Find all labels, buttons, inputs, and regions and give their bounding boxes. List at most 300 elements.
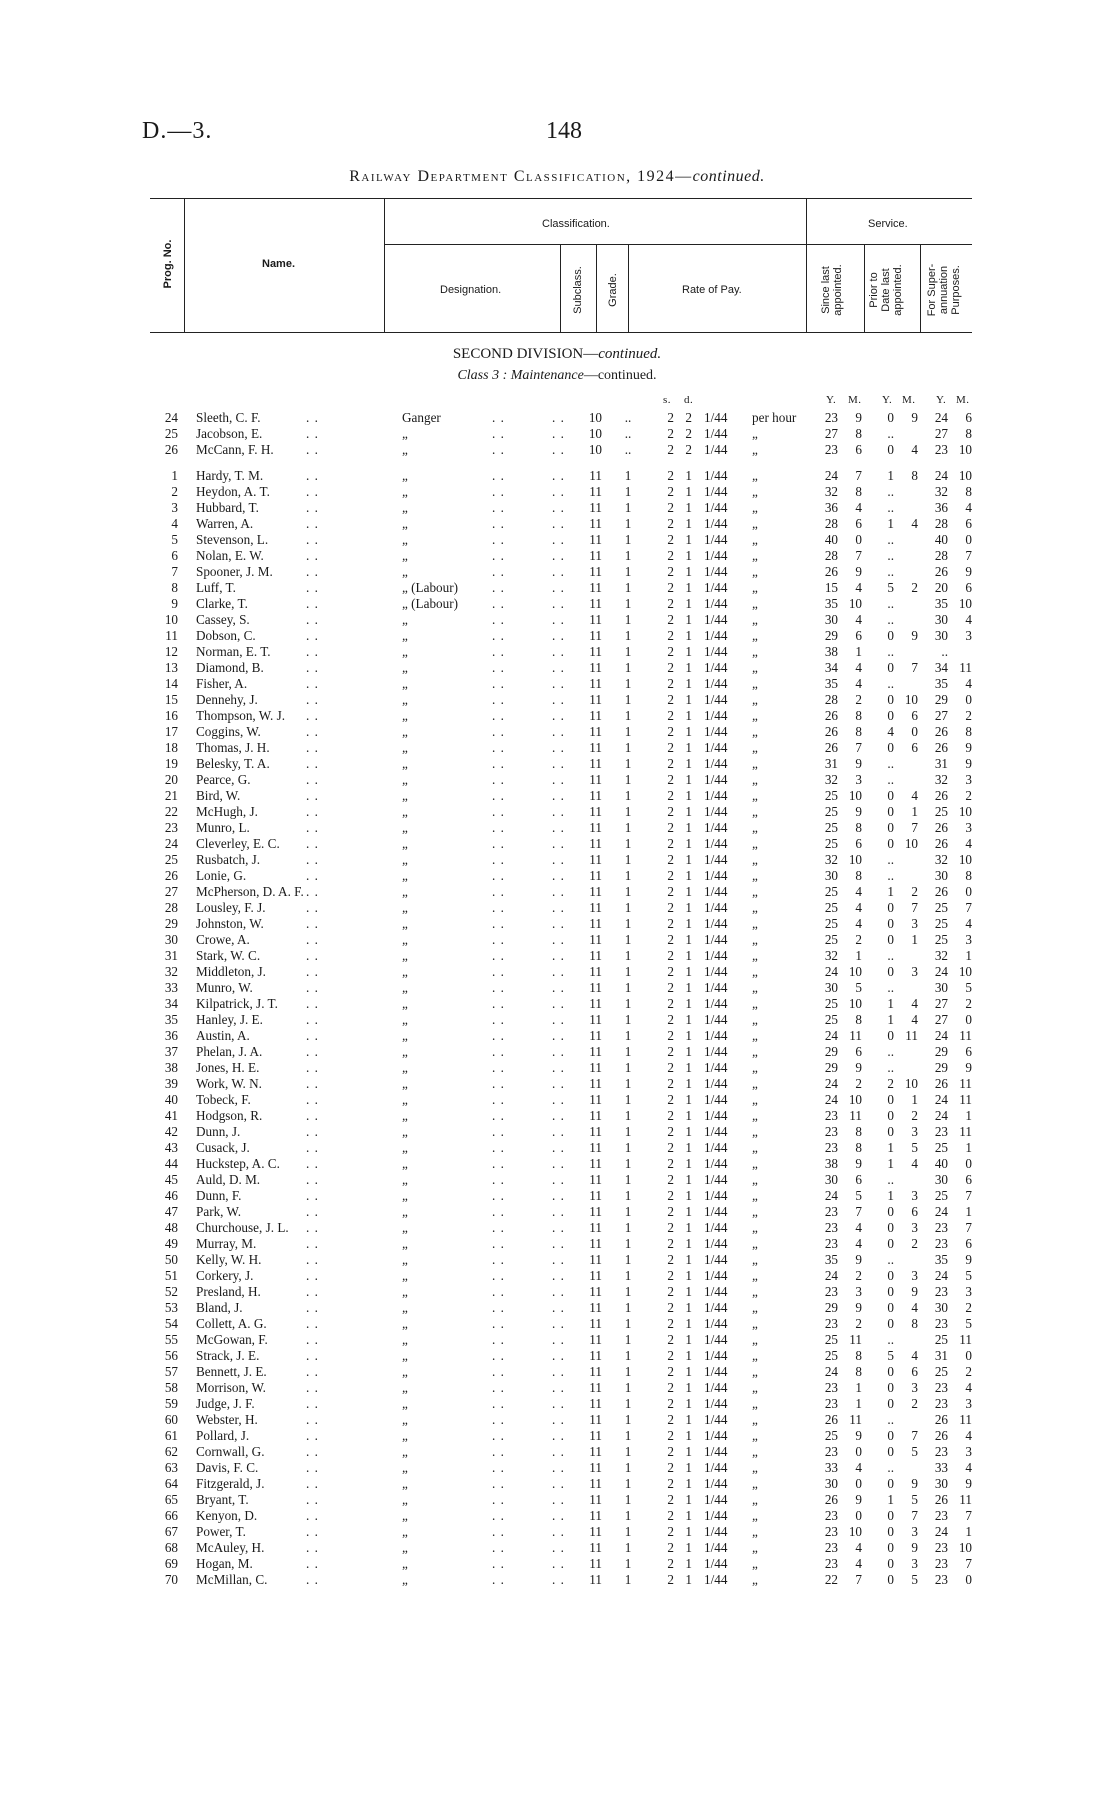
prior-months-cell: 4 [911,1156,918,1171]
name-cell: Austin, A. [196,1028,250,1043]
since-years-cell: 25 [824,804,838,819]
since-months-cell: 2 [855,1268,862,1283]
prog-no-cell: 55 [164,1332,178,1347]
designation-cell: „ [402,1316,408,1331]
prog-no-cell: 58 [164,1380,178,1395]
prior-months-cell: 6 [911,708,918,723]
rate-d-cell: 1 [685,964,692,979]
leader-dots: . . [306,1428,319,1443]
subclass-cell: 11 [589,1124,602,1139]
super-months-cell: 11 [959,660,972,675]
designation-cell: „ [402,1156,408,1171]
subclass-cell: 11 [589,1044,602,1059]
prog-no-cell: 40 [164,1092,178,1107]
since-months-cell: 10 [848,852,862,867]
super-months-cell: 11 [959,1332,972,1347]
rate-s-cell: 2 [667,1444,674,1459]
leader-dots: . . [492,836,505,851]
unit-d: d. [684,394,694,406]
leader-dots: . . [552,1108,565,1123]
name-cell: Hodgson, R. [196,1108,263,1123]
prior-months-cell: 6 [911,1364,918,1379]
leader-dots: . . [552,1348,565,1363]
rate-frac-cell: 1/44 [704,932,728,947]
since-months-cell: 10 [848,996,862,1011]
prog-no-cell: 39 [164,1076,178,1091]
rate-per-cell: „ [752,1300,758,1315]
leader-dots: . . [552,1252,565,1267]
rate-s-cell: 2 [667,1476,674,1491]
name-cell: Middleton, J. [196,964,266,979]
leader-dots: . . [492,1204,505,1219]
super-months-cell: 4 [965,1428,972,1443]
rate-frac-cell: 1/44 [704,1380,728,1395]
prior-months-cell: 3 [911,1524,918,1539]
rate-s-cell: 2 [667,1236,674,1251]
name-cell: Stark, W. C. [196,948,261,963]
designation-cell: „ [402,996,408,1011]
subclass-cell: 11 [589,628,602,643]
subclass-cell: 11 [589,820,602,835]
subclass-cell: 11 [589,1364,602,1379]
subclass-cell: 11 [589,1268,602,1283]
grade-cell: 1 [624,612,632,627]
subclass-cell: 11 [589,1204,602,1219]
grade-cell: 1 [624,500,632,515]
since-years-cell: 25 [824,1348,838,1363]
leader-dots: . . [492,1572,505,1587]
prog-no-cell: 50 [164,1252,178,1267]
rate-d-cell: 1 [685,1572,692,1587]
table-row [0,1476,1114,1492]
designation-cell: „ [402,1540,408,1555]
table-row [0,868,1114,884]
leader-dots: . . [306,1220,319,1235]
since-months-cell: 9 [855,1252,862,1267]
designation-cell: „ [402,1092,408,1107]
prog-no-cell: 48 [164,1220,178,1235]
super-months-cell: 11 [959,1092,972,1107]
since-years-cell: 30 [824,612,838,627]
rate-frac-cell: 1/44 [704,1556,728,1571]
leader-dots: . . [552,468,565,483]
table-row [0,1092,1114,1108]
super-months-cell: 7 [965,1556,972,1571]
leader-dots: . . [306,580,319,595]
table-row [0,852,1114,868]
leader-dots: . . [306,1268,319,1283]
grade-cell: 1 [624,1316,632,1331]
leader-dots: . . [306,1140,319,1155]
leader-dots: . . [552,1444,565,1459]
leader-dots: . . [306,1572,319,1587]
super-months-cell: 8 [965,868,972,883]
table-row [0,1156,1114,1172]
prior-years-cell: 0 [887,1236,894,1251]
leader-dots: . . [552,580,565,595]
leader-dots: . . [552,628,565,643]
grade-cell: 1 [624,1492,632,1507]
subclass-cell: 11 [589,500,602,515]
subclass-cell: 11 [589,1076,602,1091]
subclass-cell: 11 [589,1012,602,1027]
designation-cell: „ [402,900,408,915]
leader-dots: . . [492,1316,505,1331]
grade-cell: 1 [624,564,632,579]
since-months-cell: 4 [855,612,862,627]
designation-cell: „ [402,964,408,979]
super-months-cell: 0 [965,1572,972,1587]
subclass-cell: 10 [588,442,602,457]
super-months-cell: 1 [965,948,972,963]
rate-s-cell: 2 [667,426,674,441]
rate-frac-cell: 1/44 [704,1476,728,1491]
since-years-cell: 25 [824,836,838,851]
header-sub-rule [384,244,806,245]
grade-cell: 1 [624,964,632,979]
name-cell: McGowan, F. [196,1332,268,1347]
name-cell: Rusbatch, J. [196,852,261,867]
leader-dots: . . [552,1092,565,1107]
leader-dots: . . [552,1236,565,1251]
rate-per-cell: „ [752,1284,758,1299]
name-cell: Munro, W. [196,980,253,995]
leader-dots: . . [552,1412,565,1427]
prog-no-cell: 12 [164,644,178,659]
grade-cell: 1 [624,628,632,643]
since-years-cell: 28 [824,516,838,531]
leader-dots: . . [492,1108,505,1123]
prior-months-cell: 5 [911,1140,918,1155]
super-years-cell: 24 [934,1268,948,1283]
leader-dots: . . [552,484,565,499]
super-months-cell: 9 [965,740,972,755]
table-row [0,484,1114,500]
designation-cell: „ [402,1460,408,1475]
rate-s-cell: 2 [667,500,674,515]
since-years-cell: 23 [824,1380,838,1395]
since-years-cell: 30 [824,868,838,883]
prior-years-cell: 0 [887,932,894,947]
table-row [0,564,1114,580]
leader-dots: . . [492,660,505,675]
subclass-cell: 11 [589,1092,602,1107]
name-cell: Thompson, W. J. [196,708,286,723]
leader-dots: . . [552,852,565,867]
prog-no-cell: 51 [164,1268,178,1283]
rate-s-cell: 2 [667,410,674,425]
rate-frac-cell: 1/44 [704,410,728,425]
since-months-cell: 9 [855,1492,862,1507]
designation-cell: „ [402,1364,408,1379]
leader-dots: . . [492,1556,505,1571]
super-years-cell: 26 [934,820,948,835]
leader-dots: . . [552,1396,565,1411]
prior-years-cell: .. [887,612,894,627]
subclass-cell: 11 [589,660,602,675]
rate-s-cell: 2 [667,948,674,963]
since-years-cell: 26 [824,708,838,723]
prog-no-cell: 15 [164,692,178,707]
super-months-cell: 1 [965,1204,972,1219]
super-months-cell: 6 [965,1172,972,1187]
subclass-cell: 11 [589,692,602,707]
since-months-cell: 6 [855,1044,862,1059]
name-cell: Luff, T. [196,580,236,595]
grade-cell: 1 [624,1476,632,1491]
super-months-cell: 10 [958,804,972,819]
super-months-cell: 4 [965,612,972,627]
leader-dots: . . [492,484,505,499]
rate-frac-cell: 1/44 [704,1396,728,1411]
rate-frac-cell: 1/44 [704,1172,728,1187]
since-months-cell: 9 [855,1156,862,1171]
table-row [0,884,1114,900]
name-cell: Park, W. [196,1204,242,1219]
since-years-cell: 32 [824,772,838,787]
leader-dots: . . [306,484,319,499]
rate-d-cell: 1 [685,596,692,611]
super-years-cell: 30 [934,868,948,883]
header-prior-to: Prior to Date last appointed. [868,264,904,316]
rate-per-cell: „ [752,772,758,787]
designation-cell: „ [402,564,408,579]
subclass-cell: 11 [589,996,602,1011]
table-row [0,1284,1114,1300]
prior-months-cell: 9 [911,1540,918,1555]
subclass-cell: 11 [589,1108,602,1123]
rate-per-cell: „ [752,628,758,643]
grade-cell: .. [624,426,632,441]
table-row [0,1268,1114,1284]
rate-d-cell: 1 [685,740,692,755]
rate-per-cell: „ [752,740,758,755]
subclass-cell: 11 [589,676,602,691]
prior-months-cell: 2 [911,1236,918,1251]
leader-dots: . . [306,868,319,883]
prior-years-cell: .. [887,1172,894,1187]
rate-per-cell: „ [752,756,758,771]
leader-dots: . . [552,980,565,995]
prior-years-cell: .. [887,1460,894,1475]
name-cell: Kelly, W. H. [196,1252,262,1267]
since-years-cell: 40 [824,532,838,547]
rate-frac-cell: 1/44 [704,740,728,755]
leader-dots: . . [306,740,319,755]
leader-dots: . . [492,516,505,531]
super-years-cell: 24 [934,410,948,425]
leader-dots: . . [492,1076,505,1091]
table-row [0,1012,1114,1028]
prog-no-cell: 62 [164,1444,178,1459]
rate-s-cell: 2 [667,708,674,723]
since-years-cell: 25 [824,900,838,915]
prog-no-cell: 13 [164,660,178,675]
leader-dots: . . [492,740,505,755]
designation-cell: „ [402,516,408,531]
leader-dots: . . [306,1204,319,1219]
grade-cell: 1 [624,1508,632,1523]
leader-dots: . . [552,676,565,691]
rate-per-cell: per hour [752,410,797,425]
leader-dots: . . [306,468,319,483]
super-years-cell: 23 [934,1444,948,1459]
prog-no-cell: 17 [164,724,178,739]
designation-cell: „ (Labour) [402,580,459,595]
leader-dots: . . [306,1108,319,1123]
rate-s-cell: 2 [667,804,674,819]
super-months-cell: 10 [958,964,972,979]
grade-cell: 1 [624,1572,632,1587]
super-years-cell: 25 [934,804,948,819]
unit-m2: M. [902,394,916,406]
since-months-cell: 4 [855,900,862,915]
leader-dots: . . [306,1412,319,1427]
prog-no-cell: 70 [164,1572,178,1587]
since-months-cell: 0 [855,532,862,547]
designation-cell: „ [402,740,408,755]
since-months-cell: 4 [855,884,862,899]
rate-s-cell: 2 [667,532,674,547]
rate-per-cell: „ [752,1060,758,1075]
leader-dots: . . [552,1076,565,1091]
rate-frac-cell: 1/44 [704,1108,728,1123]
designation-cell: „ [402,1204,408,1219]
grade-cell: 1 [624,1332,632,1347]
name-cell: Tobeck, F. [196,1092,251,1107]
since-months-cell: 10 [848,1092,862,1107]
name-cell: Auld, D. M. [196,1172,261,1187]
prog-no-cell: 5 [171,532,178,547]
grade-cell: 1 [624,1220,632,1235]
subclass-cell: 11 [589,644,602,659]
leader-dots: . . [492,1140,505,1155]
since-months-cell: 0 [855,1476,862,1491]
since-years-cell: 34 [824,660,838,675]
designation-cell: „ [402,1268,408,1283]
prior-months-cell: 4 [911,788,918,803]
leader-dots: . . [492,724,505,739]
since-months-cell: 11 [849,1332,862,1347]
rate-per-cell: „ [752,1412,758,1427]
prior-months-cell: 0 [911,724,918,739]
rate-d-cell: 1 [685,1044,692,1059]
since-months-cell: 0 [855,1444,862,1459]
prior-months-cell: 6 [911,1204,918,1219]
prior-months-cell: 7 [911,660,918,675]
super-months-cell: 4 [965,676,972,691]
leader-dots: . . [552,1492,565,1507]
table-row [0,516,1114,532]
rate-frac-cell: 1/44 [704,884,728,899]
super-months-cell: 6 [965,410,972,425]
leader-dots: . . [306,836,319,851]
name-cell: Davis, F. C. [196,1460,259,1475]
rate-per-cell: „ [752,708,758,723]
super-months-cell: 11 [959,1028,972,1043]
prior-months-cell: 4 [911,1300,918,1315]
leader-dots: . . [492,1028,505,1043]
prior-years-cell: .. [887,484,894,499]
table-row [0,612,1114,628]
grade-cell: 1 [624,1252,632,1267]
rate-frac-cell: 1/44 [704,1028,728,1043]
leader-dots: . . [306,1556,319,1571]
grade-cell: 1 [624,772,632,787]
rate-d-cell: 1 [685,1236,692,1251]
prior-years-cell: .. [887,500,894,515]
leader-dots: . . [552,564,565,579]
rate-frac-cell: 1/44 [704,660,728,675]
rate-frac-cell: 1/44 [704,1572,728,1587]
name-cell: Huckstep, A. C. [196,1156,280,1171]
leader-dots: . . [492,1300,505,1315]
rate-per-cell: „ [752,868,758,883]
leader-dots: . . [306,1028,319,1043]
rate-d-cell: 1 [685,1220,692,1235]
super-years-cell: 23 [934,1572,948,1587]
leader-dots: . . [492,1444,505,1459]
prior-months-cell: 9 [911,628,918,643]
super-years-cell: 31 [934,1348,948,1363]
since-years-cell: 38 [824,1156,838,1171]
super-months-cell: 9 [965,564,972,579]
leader-dots: . . [552,868,565,883]
prog-no-cell: 54 [164,1316,178,1331]
rate-d-cell: 1 [685,1124,692,1139]
leader-dots: . . [552,1188,565,1203]
rate-frac-cell: 1/44 [704,772,728,787]
prog-no-cell: 16 [164,708,178,723]
prior-years-cell: 0 [887,1268,894,1283]
super-years-cell: 33 [934,1460,948,1475]
header-col-rule [384,198,385,332]
name-cell: Hanley, J. E. [196,1012,263,1027]
prog-no-cell: 2 [171,484,178,499]
leader-dots: . . [492,628,505,643]
name-cell: Collett, A. G. [196,1316,267,1331]
table-row [0,1524,1114,1540]
page-title-italic: continued. [692,168,765,185]
subclass-cell: 11 [589,948,602,963]
prog-no-cell: 64 [164,1476,178,1491]
grade-cell: .. [624,442,632,457]
prior-years-cell: 0 [887,804,894,819]
leader-dots: . . [492,1364,505,1379]
super-years-cell: 30 [934,612,948,627]
rate-s-cell: 2 [667,724,674,739]
prior-months-cell: 2 [911,1108,918,1123]
leader-dots: . . [306,900,319,915]
since-years-cell: 23 [824,1540,838,1555]
prior-years-cell: 1 [887,1012,894,1027]
table-row [0,1316,1114,1332]
rate-s-cell: 2 [667,1108,674,1123]
name-cell: Nolan, E. W. [196,548,264,563]
rate-s-cell: 2 [667,1284,674,1299]
grade-cell: 1 [624,580,632,595]
table-row [0,1028,1114,1044]
name-cell: Corkery, J. [196,1268,254,1283]
rate-per-cell: „ [752,644,758,659]
leader-dots: . . [552,1556,565,1571]
name-cell: Sleeth, C. F. [196,410,261,425]
grade-cell: 1 [624,1156,632,1171]
designation-cell: „ [402,692,408,707]
rate-s-cell: 2 [667,756,674,771]
since-years-cell: 30 [824,1476,838,1491]
leader-dots: . . [492,1236,505,1251]
